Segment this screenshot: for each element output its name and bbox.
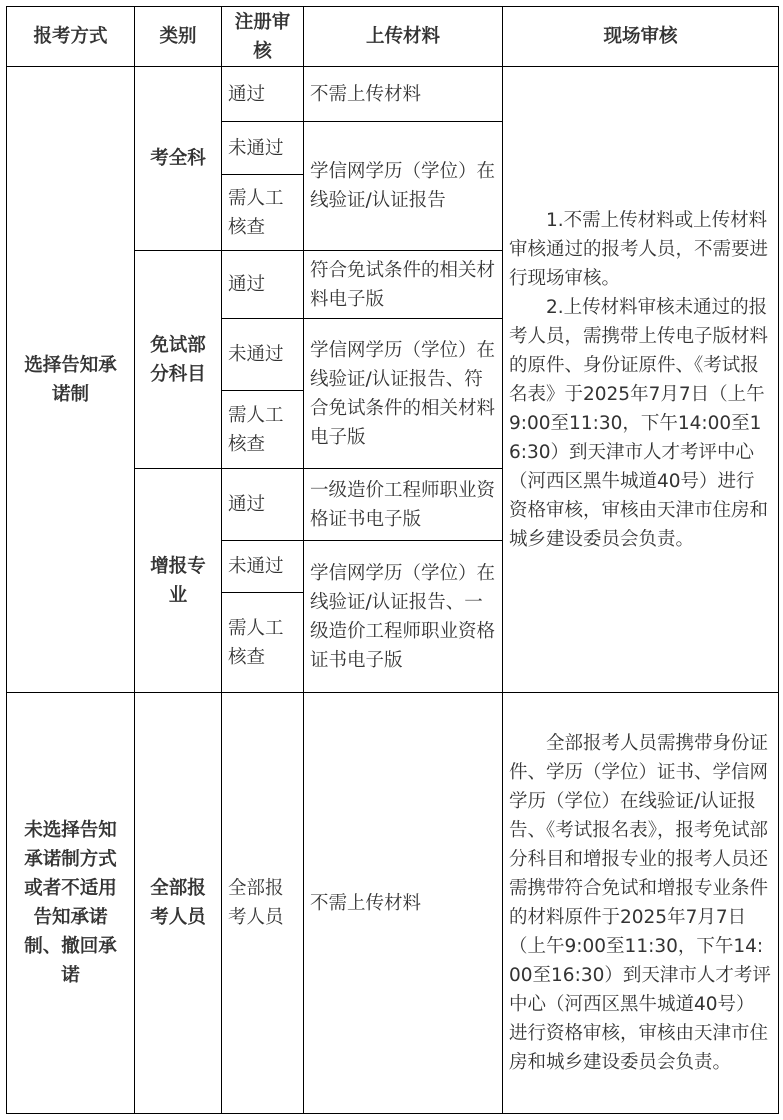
mode-no-commitment: 未选择告知承诺制方式或者不适用告知承诺制、撤回承诺 [7,693,135,1114]
review-status: 需人工核查 [222,175,304,251]
category-exempt-subjects: 免试部分科目 [135,251,222,469]
header-application-mode: 报考方式 [7,7,135,67]
upload-materials: 学信网学历（学位）在线验证/认证报告、符合免试条件的相关材料电子版 [304,319,503,469]
review-status: 未通过 [222,541,304,593]
review-status: 未通过 [222,319,304,391]
category-all-applicants: 全部报考人员 [135,693,222,1114]
review-status: 通过 [222,251,304,319]
header-upload-materials: 上传材料 [304,7,503,67]
onsite-review-no-commitment [503,693,779,1114]
review-status: 需人工核查 [222,593,304,693]
table-row [7,693,779,1114]
mode-commitment: 选择告知承诺制 [7,67,135,693]
review-status: 通过 [222,67,304,122]
onsite-paragraph-1: 1.不需上传材料或上传材料审核通过的报考人员，不需要进行现场审核。 [509,209,769,289]
review-status: 通过 [222,469,304,541]
onsite-paragraph-2: 2.上传材料审核未通过的报考人员，需携带上传电子版材料的原件、身份证原件、《考试报名表》于2025年7月7日（上午9:00至11:30，下午14:00至16:30）到天津市人才考评中心（河西区黑牛城道40号）进行资格审核，审核由天津市住房和城乡建设委员会负责。 [509,296,769,550]
table-row [7,67,779,122]
upload-materials: 不需上传材料 [304,67,503,122]
category-full-subjects: 考全科 [135,67,222,251]
header-row [7,7,779,67]
onsite-review-commitment [503,67,779,693]
upload-materials: 一级造价工程师职业资格证书电子版 [304,469,503,541]
upload-materials: 不需上传材料 [304,693,503,1114]
onsite-paragraph: 全部报考人员需携带身份证件、学历（学位）证书、学信网学历（学位）在线验证/认证报告、《考试报名表》，报考免试部分科目和增报专业的报考人员还需携带符合免试和增报专业条件的材料原件于2025年7月7日（上午9:00至11:30，下午14:00至16:30）到天津市人才考评中心（河西区黑牛城道40号）进行资格审核，审核由天津市住房和城乡建设委员会负责。 [509,733,771,1073]
header-onsite-review: 现场审核 [503,7,779,67]
upload-materials: 学信网学历（学位）在线验证/认证报告、一级造价工程师职业资格证书电子版 [304,541,503,693]
category-additional-major: 增报专业 [135,469,222,693]
review-status: 未通过 [222,122,304,175]
review-status: 需人工核查 [222,391,304,469]
review-status: 全部报考人员 [222,693,304,1114]
header-category: 类别 [135,7,222,67]
upload-materials: 学信网学历（学位）在线验证/认证报告 [304,122,503,251]
upload-materials: 符合免试条件的相关材料电子版 [304,251,503,319]
header-registration-review: 注册审核 [222,7,304,67]
registration-review-table [6,6,779,1114]
